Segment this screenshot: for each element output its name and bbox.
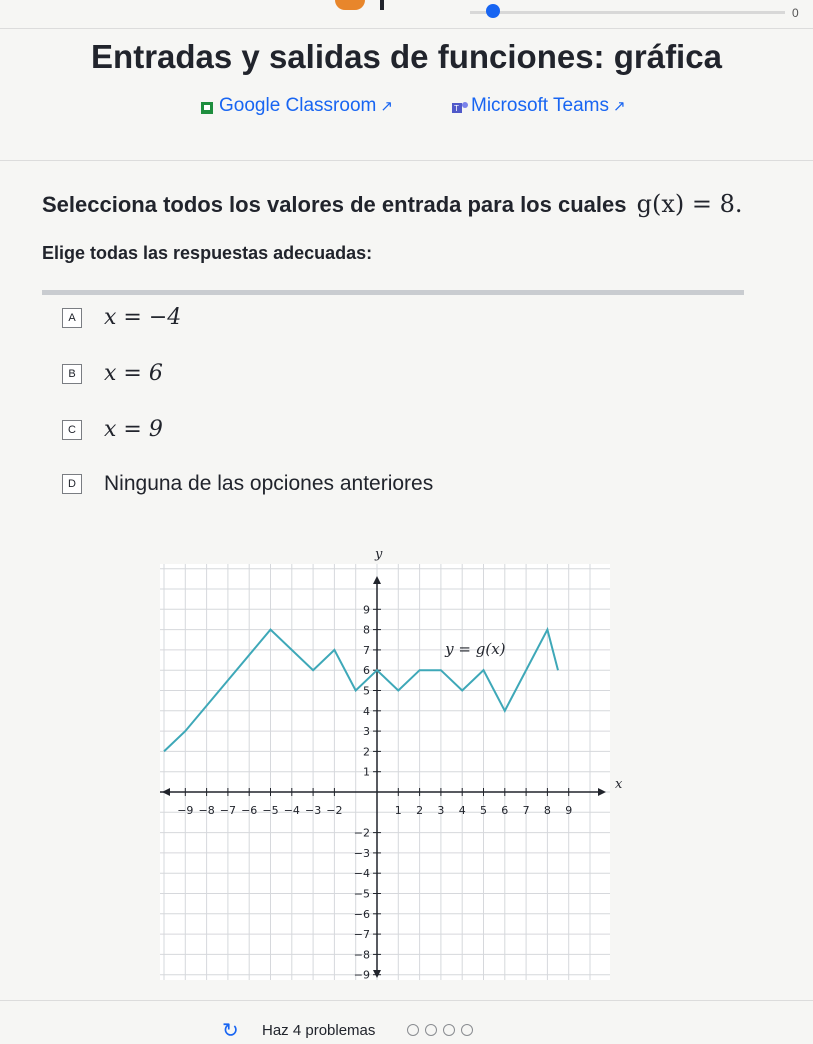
- progress-counter: 0: [792, 6, 799, 20]
- x-tick-label: 7: [522, 804, 530, 817]
- y-tick-label: 4: [363, 704, 370, 718]
- choice-d[interactable]: [62, 472, 433, 496]
- choice-letter: C: [62, 420, 82, 440]
- x-tick-label: −4: [283, 804, 300, 817]
- y-tick-label: −9: [353, 968, 370, 982]
- y-tick-label: −3: [353, 846, 370, 860]
- external-link-icon: ↗: [612, 98, 626, 115]
- y-axis-label: y: [375, 547, 383, 562]
- progress-dot: [461, 1024, 473, 1036]
- google-classroom-link[interactable]: Google Classroom ↗: [200, 95, 393, 117]
- x-tick-label: −3: [304, 804, 322, 817]
- x-tick-label: 8: [543, 804, 551, 817]
- google-classroom-icon: [200, 99, 214, 113]
- x-tick-label: 5: [480, 804, 487, 817]
- function-label: y = g(x): [445, 639, 506, 658]
- top-bar: [0, 0, 813, 28]
- x-tick-label: −9: [177, 804, 194, 817]
- y-tick-label: −2: [353, 826, 370, 840]
- external-link-icon: ↗: [380, 98, 393, 115]
- x-tick-label: −7: [219, 804, 237, 817]
- y-tick-label: −4: [353, 867, 370, 881]
- divider: [0, 28, 813, 29]
- function-graph: [0, 540, 813, 990]
- footer: [0, 1010, 813, 1044]
- choice-letter: A: [62, 308, 82, 328]
- share-links: [0, 95, 813, 121]
- y-tick-label: −5: [353, 887, 370, 901]
- streak-icon: [335, 0, 365, 10]
- choice-a[interactable]: [62, 305, 181, 330]
- choice-letter: D: [62, 474, 82, 494]
- choice-c[interactable]: [62, 417, 163, 442]
- y-tick-label: −6: [353, 907, 370, 921]
- y-tick-label: 9: [363, 603, 370, 617]
- progress-dot: [443, 1024, 455, 1036]
- x-axis-label: x: [615, 777, 623, 792]
- divider: [0, 1000, 813, 1001]
- y-tick-label: 2: [363, 745, 370, 759]
- question-math: g(x) = 8.: [636, 190, 743, 218]
- x-tick-label: −8: [198, 804, 215, 817]
- x-tick-label: 3: [437, 804, 445, 817]
- microsoft-teams-icon: [452, 99, 466, 113]
- progress-dot: [407, 1024, 419, 1036]
- svg-text:T: T: [454, 104, 459, 113]
- y-tick-label: 6: [363, 664, 370, 678]
- choice-label: Ninguna de las opciones anteriores: [104, 472, 434, 495]
- progress-track: [470, 11, 785, 14]
- choice-letter: B: [62, 364, 82, 384]
- x-tick-label: −5: [262, 804, 279, 817]
- microsoft-teams-link[interactable]: T Microsoft Teams ↗: [454, 95, 626, 116]
- x-tick-label: 6: [501, 804, 509, 817]
- graph-svg: [0, 540, 813, 990]
- x-tick-label: −2: [326, 804, 343, 817]
- divider: [0, 160, 813, 161]
- divider-mark: [380, 0, 384, 10]
- problem-count-label: Haz 4 problemas: [262, 1022, 376, 1039]
- progress-dot: [425, 1024, 437, 1036]
- retry-icon[interactable]: ↻: [222, 1020, 239, 1042]
- y-tick-label: 3: [363, 725, 370, 739]
- x-tick-label: −6: [241, 804, 258, 817]
- choice-label: x = −4: [104, 305, 182, 330]
- x-tick-label: 1: [394, 804, 402, 817]
- y-tick-label: 7: [363, 643, 370, 657]
- y-tick-label: −7: [353, 928, 370, 942]
- choice-label: x = 6: [104, 361, 163, 386]
- y-tick-label: 5: [363, 684, 370, 698]
- answer-prompt: Elige todas las respuestas adecuadas:: [42, 243, 373, 263]
- choice-label: x = 9: [104, 417, 163, 442]
- page-title: Entradas y salidas de funciones: gráfica: [91, 38, 722, 75]
- choices-divider: [42, 290, 744, 295]
- progress-indicator: [486, 4, 500, 18]
- choice-b[interactable]: [62, 361, 163, 386]
- progress-dots: [407, 1024, 473, 1036]
- x-tick-label: 9: [565, 804, 573, 817]
- x-tick-label: 2: [416, 804, 424, 817]
- y-tick-label: 1: [363, 765, 370, 779]
- x-tick-label: 4: [458, 804, 466, 817]
- question-text: Selecciona todos los valores de entrada para los cuales g(x) = 8.: [42, 190, 743, 218]
- y-tick-label: −8: [353, 948, 370, 962]
- y-tick-label: 8: [363, 623, 370, 637]
